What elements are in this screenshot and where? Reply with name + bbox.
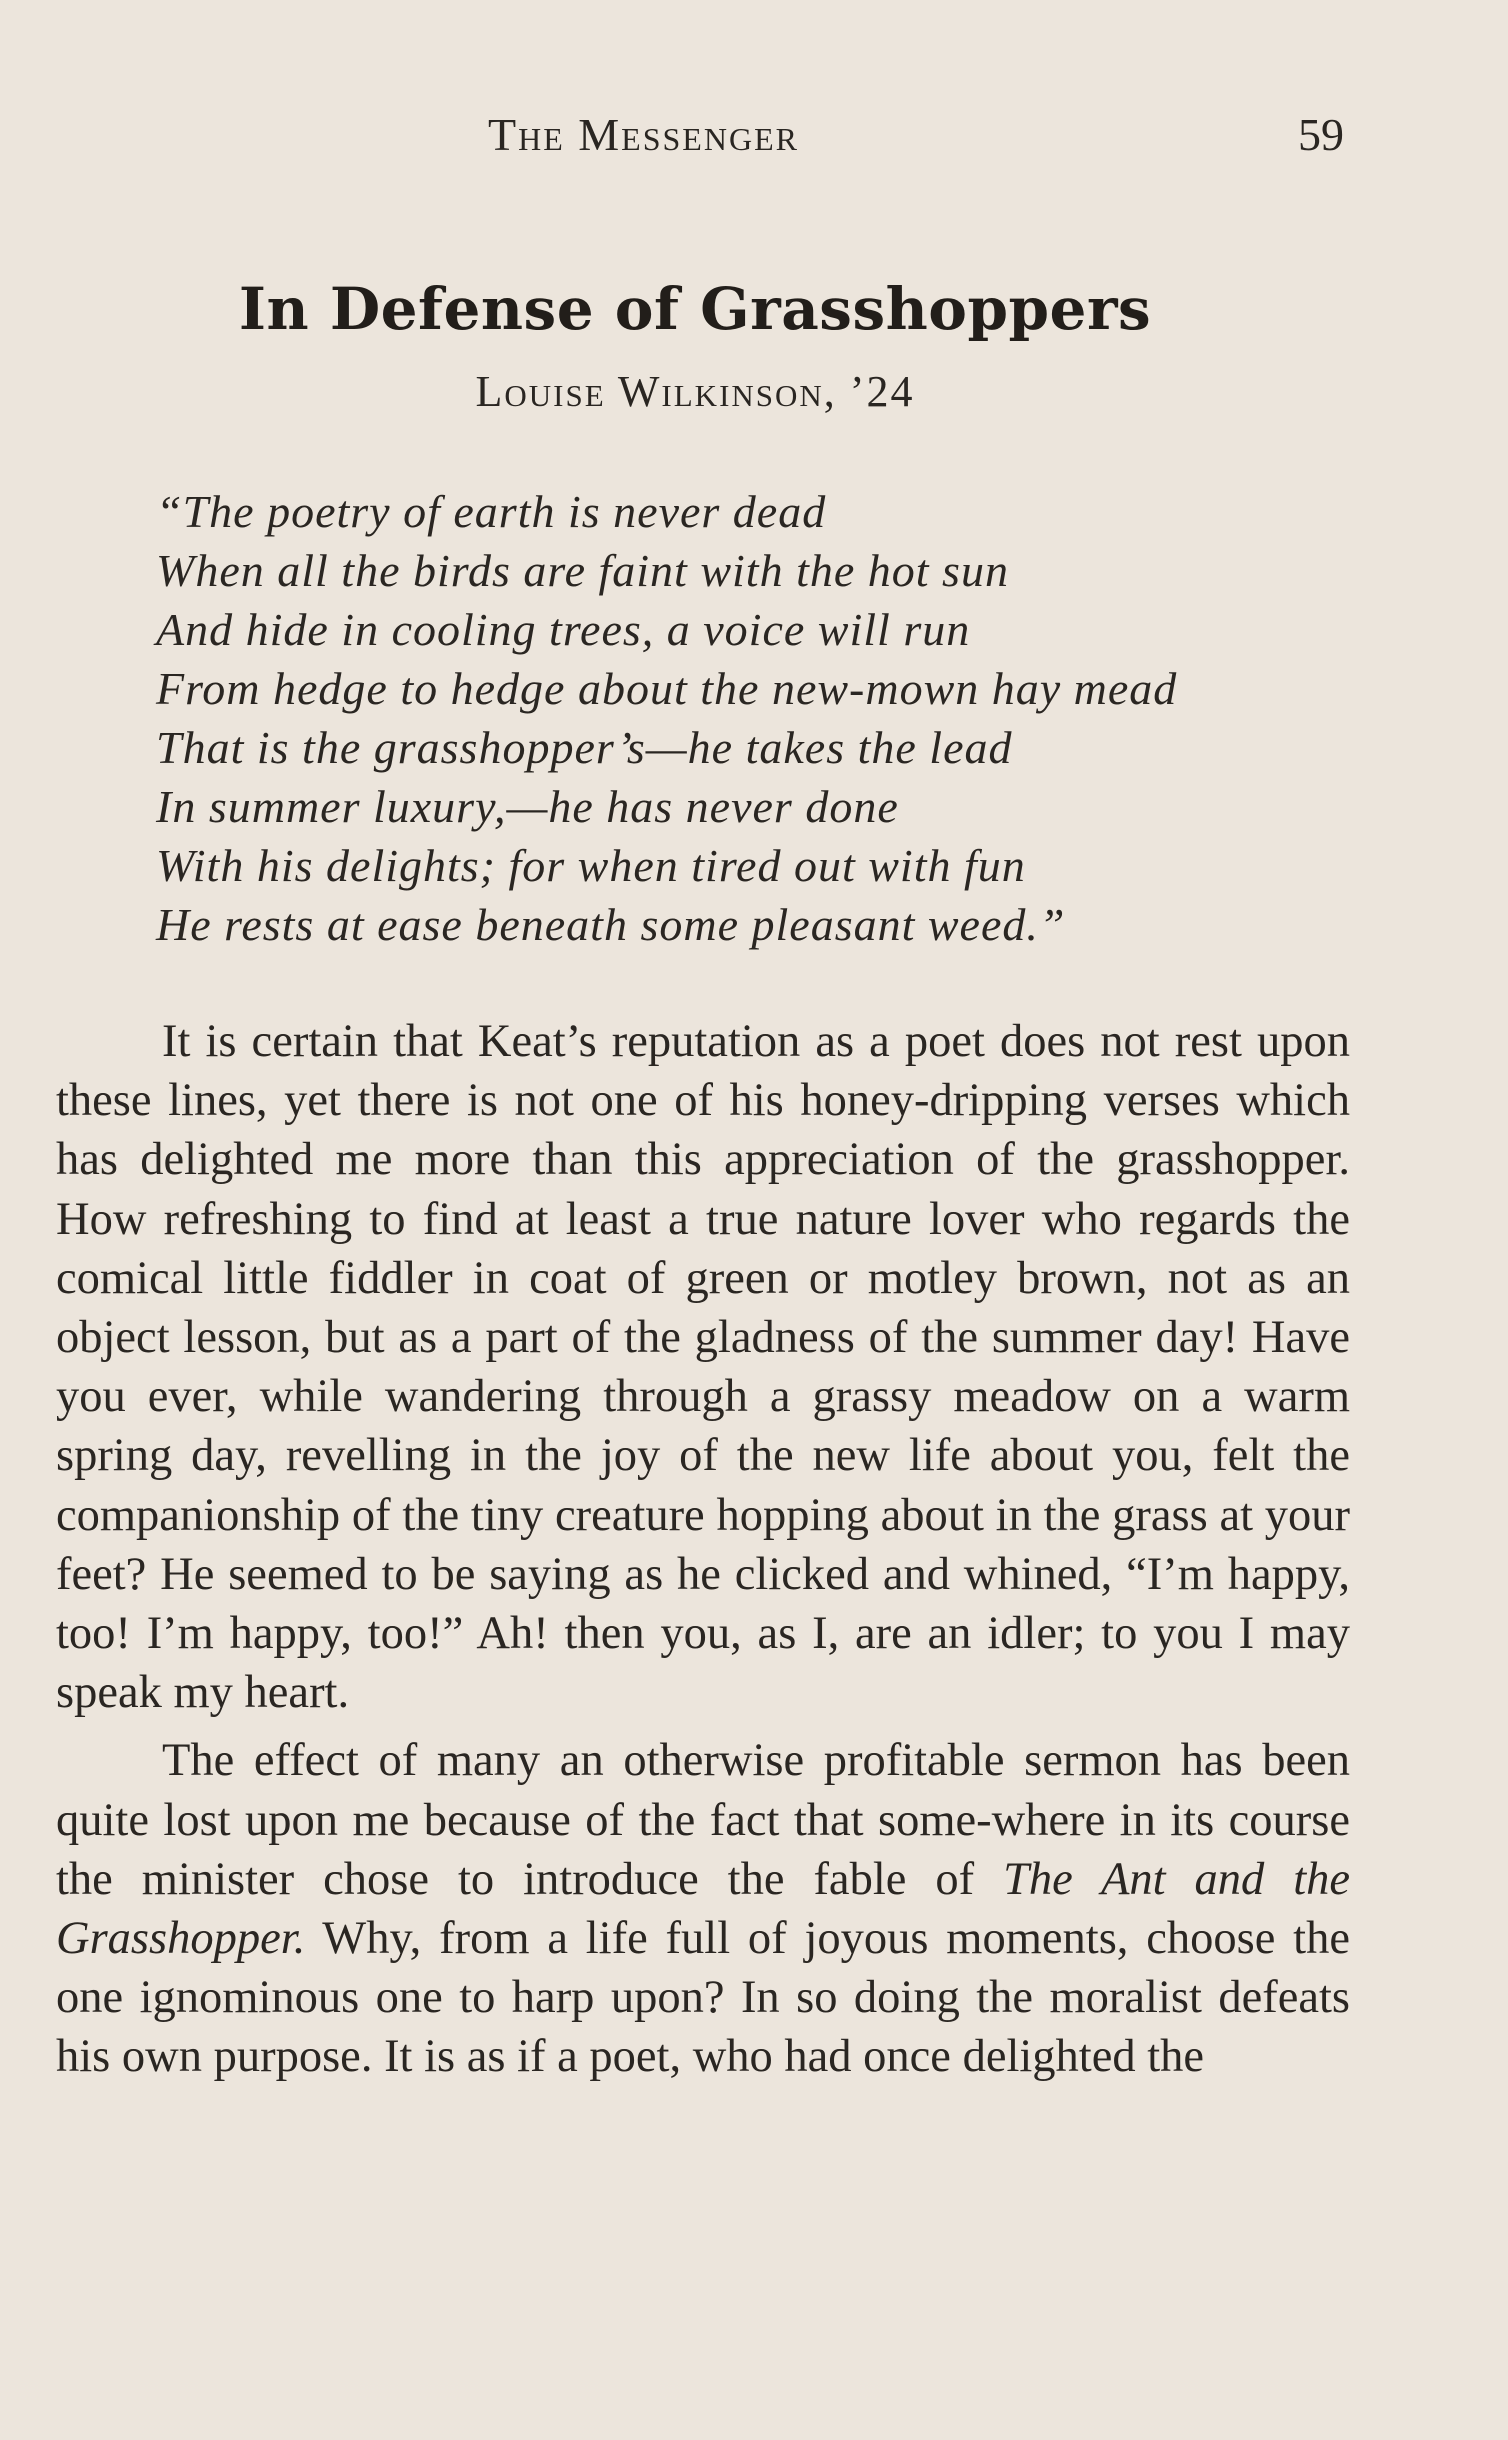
- poem-line: And hide in cooling trees, a voice will run: [156, 604, 971, 655]
- paragraph-text: Why, from a life full of joyous moments, choose the one ignominous one to harp upon? In so doing the moralist defeats his own purpose. It is as if a poet, who had once delighted the: [56, 1913, 1350, 2083]
- article-body: [56, 1012, 1350, 2087]
- running-title: The Messenger: [488, 109, 799, 160]
- poem-epigraph: [156, 482, 1356, 954]
- article-byline: Louise Wilkinson, ’24: [475, 367, 915, 416]
- fable-title: The Ant and the Grasshopper.: [56, 1853, 1351, 1965]
- page-number: 59: [1298, 109, 1344, 160]
- poem-line: From hedge to hedge about the new-mown hay mead: [156, 663, 1178, 714]
- body-paragraph: It is certain that Keat’s reputation as a poet does not rest upon these lines, yet there is not one of his honey-dripping verses which has delighted me more than this appreciation of the grasshopper. How refreshing to find at least a true nature lover who regards the comical little fiddler in coat of green or motley brown, not as an object lesson, but as a part of the gladness of the summer day! Have you ever, while wandering through a grassy meadow on a warm spring day, revelling in the joy of the new life about you, felt the companionship of the tiny creature hopping about in the grass at your feet? He seemed to be saying as he clicked and whined, “I’m happy, too! I’m happy, too!” Ah! then you, as I, are an idler; to you I may speak my heart.: [56, 1016, 1350, 1719]
- poem-line: That is the grasshopper’s—he takes the lead: [156, 722, 1013, 773]
- body-paragraph: [56, 1731, 1350, 2086]
- poem-line: In summer luxury,—he has never done: [156, 781, 899, 832]
- poem-line: “The poetry of earth is never dead: [156, 486, 827, 537]
- article-title: In Defense of Grasshoppers: [238, 275, 1152, 343]
- paragraph-text: The effect of many an otherwise profitable sermon has been quite lost upon me because of the fact that some-where in its course the minister chose to introduce the fable of: [56, 1735, 1350, 1905]
- poem-line: When all the birds are faint with the hot sun: [156, 545, 1009, 596]
- poem-line: With his delights; for when tired out with fun: [156, 840, 1026, 891]
- poem-line: He rests at ease beneath some pleasant weed.”: [156, 899, 1066, 950]
- running-head: [0, 108, 1508, 168]
